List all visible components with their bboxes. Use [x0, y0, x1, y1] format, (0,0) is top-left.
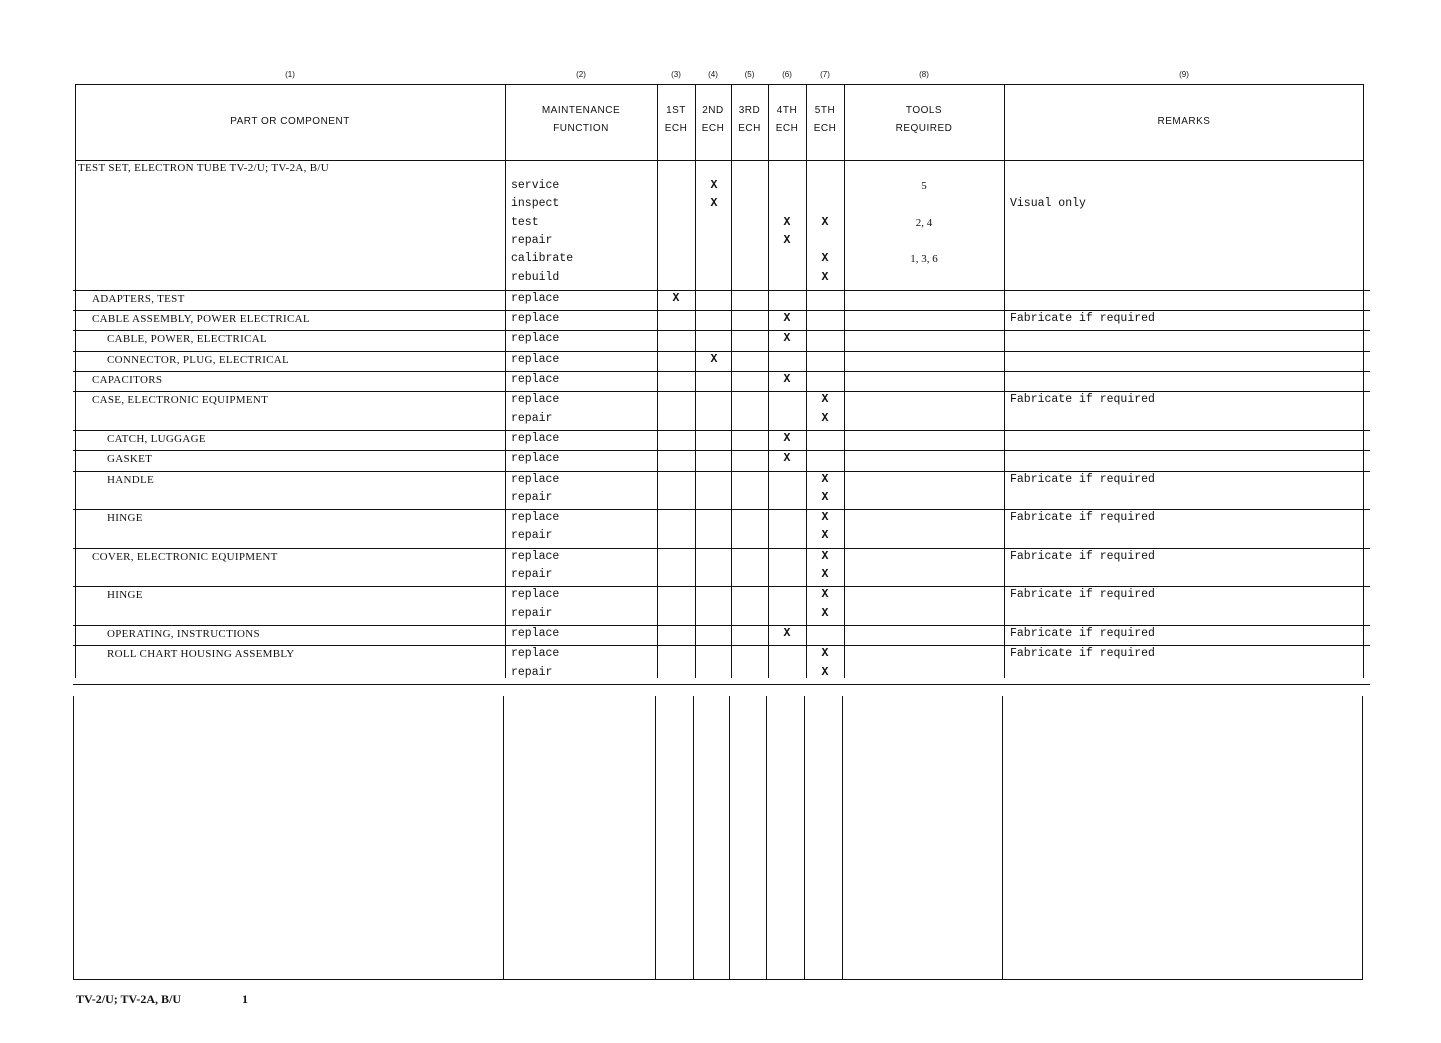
maintenance-function: replace — [511, 373, 560, 386]
echelon-mark: X — [783, 452, 791, 466]
row-divider — [73, 586, 1370, 587]
column-number: (4) — [708, 70, 718, 79]
column-header-line: ECH — [813, 123, 837, 134]
maintenance-function: replace — [511, 352, 560, 366]
column-header-line: ECH — [738, 123, 761, 134]
echelon-mark: X — [783, 215, 791, 229]
row-divider — [73, 471, 1370, 472]
part-component: CATCH, LUGGAGE — [107, 432, 206, 445]
maintenance-function: repair — [511, 490, 553, 504]
column-header — [657, 102, 695, 138]
remarks: Fabricate if required — [1010, 393, 1155, 407]
column-divider — [844, 84, 845, 678]
column-divider — [695, 84, 696, 678]
maintenance-function: repair — [511, 568, 553, 581]
echelon-mark: X — [710, 179, 718, 192]
column-header-line: 2ND — [702, 105, 724, 116]
row-divider — [73, 548, 1370, 549]
column-number: (9) — [1179, 70, 1189, 79]
column-header-line: 5TH — [814, 105, 836, 116]
part-component: CASE, ELECTRONIC EQUIPMENT — [92, 394, 269, 407]
row-divider — [73, 509, 1370, 510]
maintenance-function: replace — [511, 511, 560, 525]
column-header-line: 4TH — [776, 105, 798, 116]
column-header-line: REQUIRED — [895, 123, 953, 134]
echelon-mark: X — [783, 373, 791, 386]
column-divider — [693, 696, 694, 980]
maintenance-function: calibrate — [511, 252, 574, 266]
maintenance-function: replace — [511, 588, 560, 602]
column-header-line: PART OR COMPONENT — [230, 116, 350, 127]
column-header — [75, 113, 505, 131]
column-number: (6) — [782, 70, 792, 79]
maintenance-function: repair — [511, 233, 553, 247]
column-header-line: REMARKS — [1157, 116, 1211, 127]
echelon-mark: X — [821, 529, 829, 543]
maintenance-function: replace — [511, 312, 560, 326]
column-number: (7) — [820, 70, 830, 79]
part-component: TEST SET, ELECTRON TUBE TV-2/U; TV-2A, B/U — [78, 162, 329, 174]
column-divider — [655, 696, 656, 980]
echelon-mark: X — [783, 431, 791, 445]
maintenance-function: inspect — [511, 197, 560, 211]
maintenance-function: service — [511, 179, 560, 192]
column-number: (5) — [744, 70, 755, 79]
tools-required: 1, 3, 6 — [910, 253, 938, 266]
maintenance-function: replace — [511, 431, 560, 445]
part-component: OPERATING, INSTRUCTIONS — [107, 627, 260, 640]
column-header-line: MAINTENANCE — [541, 105, 621, 116]
column-header-line: 1ST — [666, 105, 686, 116]
part-component: COVER, ELECTRONIC EQUIPMENT — [92, 550, 278, 563]
part-component: CABLE ASSEMBLY, POWER ELECTRICAL — [92, 313, 310, 326]
maintenance-function: replace — [511, 291, 560, 305]
table-frame-lower — [73, 696, 1363, 980]
part-component: HANDLE — [107, 473, 155, 486]
column-number: (8) — [919, 70, 929, 79]
echelon-mark: X — [821, 606, 829, 620]
tools-required: 5 — [921, 180, 927, 192]
column-divider — [657, 84, 658, 678]
maintenance-function: repair — [511, 665, 553, 679]
column-number: (3) — [671, 70, 681, 79]
echelon-mark: X — [783, 233, 791, 247]
echelon-mark: X — [821, 411, 829, 425]
maintenance-function: repair — [511, 411, 553, 425]
column-divider — [729, 696, 730, 980]
maintenance-function: replace — [511, 549, 560, 563]
column-divider — [505, 84, 506, 678]
part-component: HINGE — [107, 512, 143, 525]
echelon-mark: X — [710, 352, 718, 366]
part-component: ROLL CHART HOUSING ASSEMBLY — [107, 648, 295, 661]
remarks: Fabricate if required — [1010, 549, 1155, 563]
part-component: CABLE, POWER, ELECTRICAL — [107, 333, 267, 346]
column-header — [768, 102, 806, 138]
echelon-mark: X — [710, 197, 718, 211]
column-divider — [766, 696, 767, 980]
echelon-mark: X — [821, 215, 829, 229]
column-header-line: ECH — [775, 123, 799, 134]
column-divider — [731, 84, 732, 678]
remarks: Fabricate if required — [1010, 472, 1155, 486]
row-divider — [73, 290, 1370, 291]
maintenance-function: replace — [511, 452, 560, 466]
column-divider — [1004, 84, 1005, 678]
maintenance-function: replace — [511, 472, 560, 486]
row-divider — [73, 330, 1370, 331]
echelon-mark: X — [821, 511, 829, 525]
column-divider — [503, 696, 504, 980]
maintenance-function: replace — [511, 647, 560, 661]
column-header-line: TOOLS — [905, 105, 943, 116]
column-number: (2) — [576, 70, 586, 79]
remarks: Fabricate if required — [1010, 626, 1155, 640]
row-divider — [73, 371, 1370, 372]
part-component: ADAPTERS, TEST — [92, 292, 185, 305]
echelon-mark: X — [783, 332, 791, 346]
echelon-mark: X — [821, 647, 829, 661]
echelon-mark: X — [821, 393, 829, 407]
echelon-mark: X — [783, 626, 791, 640]
echelon-mark: X — [821, 568, 829, 581]
echelon-mark: X — [821, 270, 829, 284]
remarks: Fabricate if required — [1010, 588, 1155, 602]
remarks: Fabricate if required — [1010, 312, 1155, 326]
row-divider — [73, 430, 1370, 431]
column-number: (1) — [285, 70, 295, 79]
row-divider — [73, 310, 1370, 311]
tools-required: 2, 4 — [915, 216, 933, 229]
part-component: CONNECTOR, PLUG, ELECTRICAL — [107, 353, 290, 366]
maintenance-function: repair — [511, 606, 553, 620]
remarks: Fabricate if required — [1010, 511, 1155, 525]
column-header-line: FUNCTION — [553, 123, 609, 134]
remarks: Visual only — [1010, 197, 1086, 211]
column-divider — [1002, 696, 1003, 980]
echelon-mark: X — [821, 665, 829, 679]
part-component: GASKET — [107, 453, 153, 466]
column-header — [505, 102, 657, 138]
echelon-mark: X — [821, 252, 829, 266]
column-divider — [804, 696, 805, 980]
column-header-line: 3RD — [738, 105, 761, 116]
row-divider — [73, 645, 1370, 646]
column-header — [844, 102, 1004, 138]
echelon-mark: X — [783, 312, 791, 326]
footer-model: TV-2/U; TV-2A, B/U — [76, 992, 181, 1006]
maintenance-function: replace — [511, 332, 560, 346]
echelon-mark: X — [821, 472, 829, 486]
echelon-mark: X — [821, 490, 829, 504]
row-divider — [73, 391, 1370, 392]
echelon-mark: X — [821, 549, 829, 563]
row-divider — [73, 625, 1370, 626]
part-component: CAPACITORS — [92, 374, 163, 386]
column-header — [806, 102, 844, 138]
column-header — [731, 102, 768, 138]
maintenance-function: replace — [511, 393, 560, 407]
maintenance-function: test — [511, 215, 539, 229]
maintenance-function: repair — [511, 529, 553, 543]
column-divider — [842, 696, 843, 980]
part-component: HINGE — [107, 589, 143, 602]
row-divider — [73, 450, 1370, 451]
column-header — [1004, 113, 1364, 131]
page-number: 1 — [242, 992, 248, 1006]
column-header-line: ECH — [701, 123, 725, 134]
maintenance-function: replace — [511, 626, 560, 640]
row-divider — [73, 684, 1370, 685]
echelon-mark: X — [672, 291, 680, 305]
row-divider — [73, 351, 1370, 352]
column-header — [695, 102, 731, 138]
echelon-mark: X — [821, 588, 829, 602]
maintenance-function: rebuild — [511, 270, 560, 284]
column-header-line: ECH — [664, 123, 688, 134]
remarks: Fabricate if required — [1010, 647, 1155, 661]
